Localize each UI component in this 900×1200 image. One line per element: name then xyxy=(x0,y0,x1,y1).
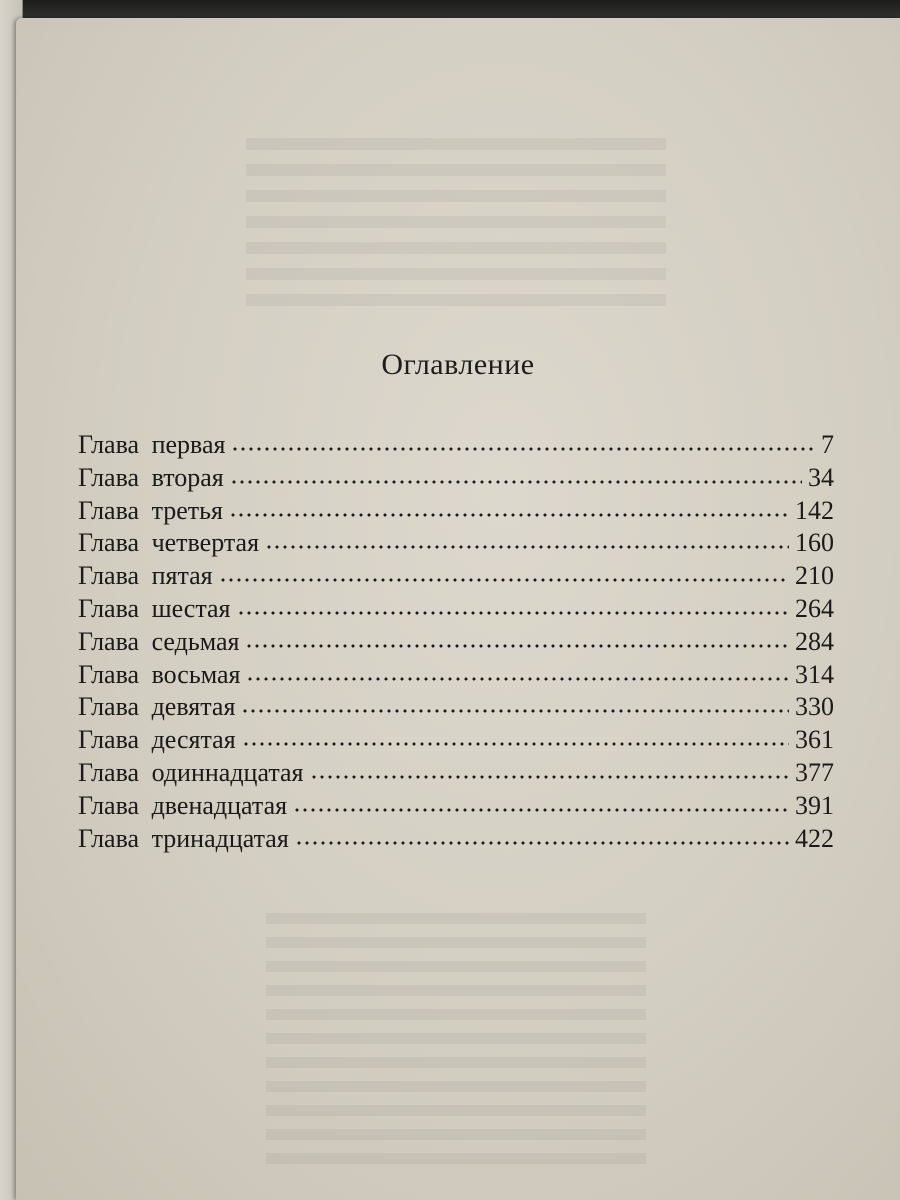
toc-entry-page: 422 xyxy=(795,823,834,853)
dot-leader xyxy=(293,807,789,813)
toc-entry xyxy=(78,791,834,824)
toc-entry-label: Глава седьмая xyxy=(78,626,240,656)
toc-title: Оглавление xyxy=(381,348,535,381)
toc-entry-label: Глава первая xyxy=(78,430,226,459)
toc-entry xyxy=(78,430,834,463)
toc-entry xyxy=(78,660,834,693)
dot-leader xyxy=(219,577,789,583)
dot-leader xyxy=(237,610,790,616)
toc-entry-label: Глава девятая xyxy=(78,692,236,722)
toc-entry-label: Глава четвертая xyxy=(78,528,260,558)
toc-entry xyxy=(78,528,834,561)
book-page xyxy=(16,18,900,1200)
toc-entry xyxy=(78,463,834,496)
toc-entry-page: 34 xyxy=(808,462,834,492)
toc-entry-page: 361 xyxy=(795,725,834,755)
toc-entry-label: Глава шестая xyxy=(78,593,231,623)
dot-leader xyxy=(242,741,789,747)
toc-entry-page: 160 xyxy=(795,528,834,558)
toc-entry-page: 7 xyxy=(821,430,834,459)
dot-leader xyxy=(246,676,789,682)
toc-entry-page: 314 xyxy=(795,659,834,689)
toc-entry xyxy=(78,594,834,627)
toc-entry xyxy=(78,725,834,758)
toc-entry-label: Глава двенадцатая xyxy=(78,790,288,820)
dot-leader xyxy=(265,544,789,550)
toc-entry-page: 330 xyxy=(795,692,834,722)
toc-entry xyxy=(78,758,834,791)
toc-entry-label: Глава тринадцатая xyxy=(78,823,289,853)
toc-entry-page: 142 xyxy=(795,495,834,525)
toc-entry-label: Глава третья xyxy=(78,495,223,525)
toc-entry-label: Глава пятая xyxy=(78,561,213,591)
toc-entry-page: 264 xyxy=(795,593,834,623)
toc-entry xyxy=(78,627,834,660)
toc-entry xyxy=(78,561,834,594)
dot-leader xyxy=(231,446,814,452)
show-through-block-bottom xyxy=(266,913,646,1173)
toc-entry-label: Глава одиннадцатая xyxy=(78,757,304,787)
toc-entry-page: 391 xyxy=(795,790,834,820)
dot-leader xyxy=(295,840,789,846)
toc-entry xyxy=(78,692,834,725)
toc-entry xyxy=(78,824,834,857)
toc-entry-label: Глава десятая xyxy=(78,725,236,755)
toc-entry-page: 377 xyxy=(795,757,834,787)
dot-leader xyxy=(245,643,789,649)
dot-leader xyxy=(229,512,789,518)
toc-entry-page: 210 xyxy=(795,561,834,591)
dot-leader xyxy=(310,774,789,780)
toc-list xyxy=(78,430,834,856)
show-through-block-top xyxy=(246,138,666,318)
toc-entry-label: Глава восьмая xyxy=(78,659,241,689)
toc-entry-label: Глава вторая xyxy=(78,462,224,492)
dot-leader xyxy=(230,479,802,485)
toc-entry-page: 284 xyxy=(795,626,834,656)
toc-entry xyxy=(78,496,834,529)
dot-leader xyxy=(241,708,789,714)
